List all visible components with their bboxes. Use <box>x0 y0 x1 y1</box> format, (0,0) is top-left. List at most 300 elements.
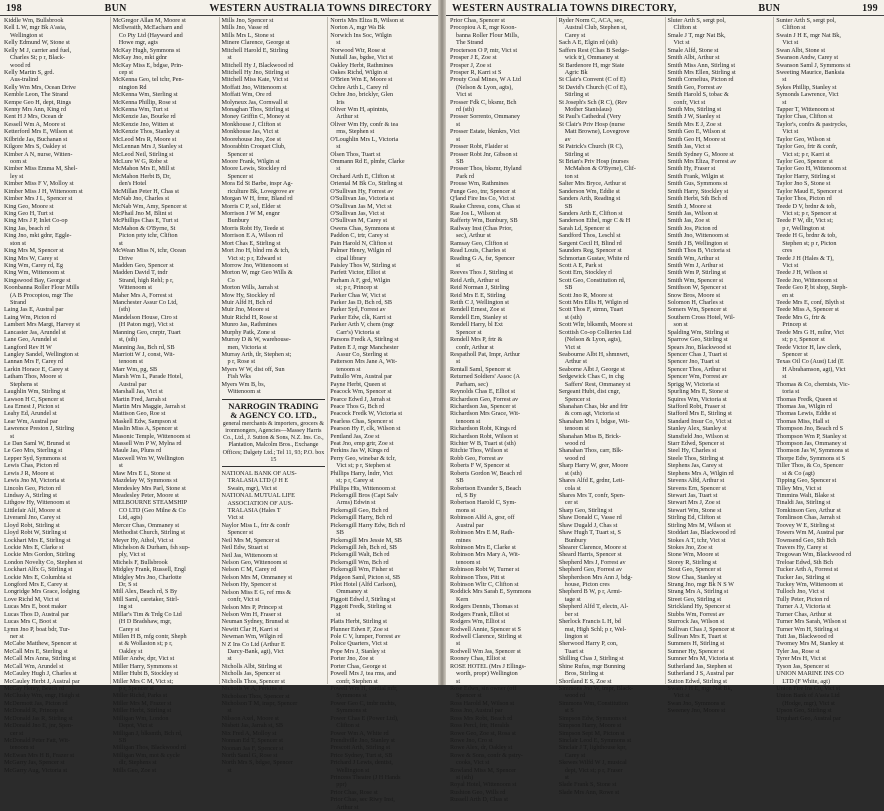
directory-entry: Parker Arth V, chem (mgr <box>330 321 395 329</box>
directory-entry: Mow Hy, Stockley rd <box>221 291 275 299</box>
directory-entry: Simpson Edw, Symmons st <box>558 714 627 722</box>
directory-entry: Morris C P, sol, Elder st <box>221 202 281 210</box>
directory-entry-continuation: Dr, S st <box>118 581 138 589</box>
directory-entry: Sinclair Leod E, Symmons st <box>558 736 632 744</box>
directory-entry: Scott Jno R, Moore st <box>558 291 613 299</box>
directory-entry: Symonds Lawrence, Vict <box>776 91 839 99</box>
directory-entry: McCabe Matthew, Spencer st <box>4 640 77 648</box>
directory-entry-continuation: Stirling st <box>564 150 589 158</box>
directory-entry: Thomas Miss, Hall st <box>776 417 830 425</box>
directory-entry: Union Fire Ins Co, Vict st <box>776 684 841 692</box>
directory-entry: Nicholls Thos, Spencer st <box>221 677 285 685</box>
directory-entry: Powell Mrs J, tea rms, and <box>330 670 397 678</box>
directory-entry: Swan Jno, Symmons st <box>667 699 725 707</box>
directory-entry: Price Sydney, Turt st, SB <box>330 751 393 759</box>
directory-entry: Thorpe Edw, Symmons st S <box>776 454 846 462</box>
directory-entry-continuation: Princep st <box>782 321 807 329</box>
directory-entry: Shortland E S, Zoe st <box>558 677 612 685</box>
directory-entry: Saffers Rest (Chas B Sedge- <box>558 46 630 54</box>
directory-entry-continuation: ppr) <box>336 781 347 789</box>
directory-entry-continuation: tenoom st <box>118 358 143 366</box>
directory-entry: Kimber A N, nurse, Witten- <box>4 150 73 158</box>
directory-entry: Sutton Edwd, Stirling st <box>667 677 727 685</box>
directory-entry: Kimber Miss F V, Molloy st <box>4 180 74 188</box>
directory-entry: Nicholson T M, inspr, Spencer <box>221 700 298 707</box>
directory-entry: Parker Edw, clk, Karri st <box>330 313 392 321</box>
directory-entry: Kent H J Mrs, Ocean dr <box>4 113 64 121</box>
directory-entry: Nelson Mrs M, Ommaney st <box>221 573 293 581</box>
directory-entry: McKenna Phillip, Rose st <box>112 98 177 106</box>
directory-entry: Timmins Walt, Blake st <box>776 492 835 499</box>
directory-entry: Thomas Fredk, Queen st <box>776 395 838 403</box>
directory-entry: Kimber Miss J H, Wittenoom st <box>4 187 83 195</box>
directory-entry-continuation: en st <box>782 291 794 299</box>
directory-entry-continuation: cep st <box>118 68 134 76</box>
directory-entry: Laing Jas E, Austral par <box>4 306 64 314</box>
directory-entry: Rodwell Wm Jas, Spencer st <box>450 647 521 655</box>
directory-entry-continuation: Assur Co, Sterling st <box>336 350 388 358</box>
directory-entry: Smith Wm, Arthur st <box>667 254 720 262</box>
directory-entry: Simpson Sept M, Picton st <box>558 729 625 737</box>
directory-entry: Reith C J, Wellington st <box>450 299 510 307</box>
directory-entry: Smith Jas, Zoe st <box>667 217 710 225</box>
directory-entry: Miller Harry, Symmons st <box>112 662 178 670</box>
directory-entry-continuation: den's Hotel <box>118 180 147 188</box>
directory-entry-continuation: st; p r, Princep st <box>336 284 378 292</box>
directory-entry-continuation: SB <box>456 477 464 485</box>
directory-entry: O'Sullivan Jas, Vict st <box>330 209 385 217</box>
directory-entry: Prouty Coal Mines, W A Ltd <box>450 76 521 84</box>
directory-entry: Sanders Arth, Reading st <box>558 195 621 203</box>
directory-entry: Taylor Chas, Clifton st <box>776 113 833 121</box>
directory-entry-continuation: wick tr), Ommaney st <box>564 54 619 62</box>
directory-entry: McDonald Peter Fatt, Wit- <box>4 736 70 744</box>
directory-entry-continuation: Parham, sec) <box>456 380 488 388</box>
directory-entry: Reynolds Chas E, Elliot st <box>450 388 516 396</box>
directory-entry: Thompson Jas, Ommaney st <box>776 440 847 448</box>
directory-entry: Kempe Geo H, dept, Rings <box>4 98 72 106</box>
directory-entry: Lepper Syd, Symmons st <box>4 454 67 462</box>
directory-entry: Mattison Geo, Roe st <box>112 410 166 418</box>
right-page <box>446 0 884 804</box>
directory-entry: Smith Geo E, Wilson st <box>667 128 726 136</box>
directory-entry: Powell Wm H, cordial mfr, <box>330 684 398 692</box>
directory-entry: Reid Mrs E E, Stirling <box>450 291 506 299</box>
directory-entry: Oriental M Bk Co, Stirling st <box>330 180 403 188</box>
directory-entry: Stokes A T, tchr, Vict st <box>667 536 726 544</box>
directory-entry: Parfett Victor, Elliot st <box>330 269 386 277</box>
directory-entry: McLeod Mrs R, Moore st <box>112 135 177 143</box>
directory-entry-continuation: mst, High Schl; p r, Wel- <box>564 625 627 633</box>
directory-entry: Stephens Jas, Carey st <box>667 462 723 470</box>
directory-entry-continuation: Spencer st <box>456 692 482 700</box>
directory-entry-continuation: lington st <box>564 633 588 641</box>
directory-entry: Swan Albt, Stone st <box>776 46 826 54</box>
directory-entry: Mazdelay W, Symmons st <box>112 477 178 485</box>
directory-entry: Paddon C, trtr, Carey st <box>330 232 389 240</box>
advertisement-body: general merchants & importers, grocers & ironmongers, Agencies—Massey Harris Co., Ltd., J. Sutton & Sons, N.Z. Ins. Co., Plantation, Malcolm Bros., Exchange Offices; Dalgety Ltd.; Tel 11, 93; P.O. box 15 <box>222 420 325 463</box>
directory-entry: Owens Chas, Symmons st <box>330 224 395 232</box>
directory-entry: Shepherd Alfd T, electn, Al- <box>558 603 629 611</box>
directory-entry: Teede J H, Wilson st <box>776 269 828 277</box>
directory-entry: Prosper J, Zoe st <box>450 61 492 69</box>
directory-entry: O'Sullivan Jas M, Vict st <box>330 202 392 210</box>
directory-entry-continuation: Fish Wks <box>227 373 251 381</box>
directory-entry: Miller Mrs M, Frazer st <box>112 699 172 707</box>
directory-entry: Southern Cross Hotel, Wil- <box>667 313 735 321</box>
directory-entry: Rowe & Sons, confr & pstry- <box>450 751 523 759</box>
directory-entry: Miller Richd, Parks st <box>112 692 168 700</box>
directory-entry: McCauley Hugh J, Charles st <box>4 670 77 678</box>
directory-entry-continuation: Vict st; p r, Karri st <box>782 150 830 158</box>
directory-entry: O'Sullivan Jas, Victoria st <box>330 195 395 203</box>
directory-entry: Shepherd B W, p r, Armi- <box>558 588 622 596</box>
directory-entry: Meadesley Peter, Moore st <box>112 492 179 499</box>
directory-entry: Sweeney Jno, Moore st <box>667 707 726 715</box>
directory-entry: Tapper T, Wittenoom st <box>776 106 835 114</box>
directory-entry: Scottish Co-op Collieries Ltd <box>558 328 632 336</box>
directory-entry: Nonnan Ed T, Spencer st <box>221 737 283 745</box>
directory-entry: Phillips Harry, lndrr, Vict <box>330 469 393 477</box>
directory-entry: Pickersgill Bros (Capt Salv <box>330 492 398 499</box>
directory-entry: Richardson Robt, Wilson st <box>450 432 519 440</box>
directory-entry: Shares Mrs T, confr, Spen- <box>558 492 625 499</box>
right-column-2 <box>557 17 666 796</box>
directory-entry: Morrison E A, Wilson rd <box>221 232 283 240</box>
directory-entry: Martin Mrs Maggie, Jarrah st <box>112 402 186 410</box>
directory-entry-continuation: rms, Stephen st <box>336 128 375 136</box>
directory-entry: Robinson Alfd A, grsr, off <box>450 514 515 522</box>
directory-entry-continuation: Spencer st <box>227 529 254 537</box>
directory-entry: Reeves Thos J, Stirling st <box>450 269 513 277</box>
directory-entry: Molyneux Jas, Cornwall st <box>221 98 288 106</box>
directory-entry-continuation: st <box>456 135 461 143</box>
directory-entry-continuation: Mother Stanislaus) <box>564 106 612 114</box>
directory-entry: Prendiville Jno, Stanley st <box>330 736 395 744</box>
left-column-2 <box>111 17 220 774</box>
directory-entry-continuation: Clifton st <box>336 722 360 730</box>
directory-entry: Oakes Richd, Wilgin st <box>330 68 388 76</box>
directory-entry: Pidgeon Saml, Picton st, SB <box>330 573 401 581</box>
directory-entry-continuation: st & Co (agt) <box>782 469 815 477</box>
directory-entry: McPhillips Chas E, Turt st <box>112 217 179 225</box>
directory-entry: Shanahan Chas, bkr and frtr <box>558 402 628 410</box>
directory-entry: Marriott W J, const, Wit- <box>112 350 175 358</box>
directory-entry-continuation: Kern <box>456 595 469 603</box>
directory-entry: Smith Jas, Wilson st <box>667 209 718 217</box>
directory-entry-continuation: sec), Arthur st <box>456 232 491 240</box>
directory-entry: Lea Ernest J, Picton st <box>4 402 60 410</box>
book-gutter <box>438 0 446 685</box>
directory-entry: Mandelson House, Ciro st <box>112 313 178 321</box>
directory-entry-continuation: Co <box>227 276 235 284</box>
directory-entry: Le Geo Mrs, Sterling st <box>4 447 63 455</box>
directory-entry: Shaw Dugald J, Chas st <box>558 521 618 529</box>
directory-entry: Richardson Jas, Spencer st <box>450 402 516 410</box>
directory-entry: Piggott Edwd J, Stirling st <box>330 595 396 603</box>
right-page-code: BUN <box>758 2 781 14</box>
directory-entry: King Wm, Carey rd, Eg <box>4 261 63 269</box>
directory-entry: Standard Insur Co, Vict st <box>667 417 732 425</box>
directory-entry: Kilgore Mrs S, Oakley st <box>4 143 67 151</box>
directory-entry: Littlefair Alf, Moore st <box>4 506 61 514</box>
directory-entry: Kell L W, mgr Bk A'asia, <box>4 24 67 32</box>
directory-entry: Swain J H E, mgr Nat Bk, <box>776 31 841 39</box>
directory-entry-continuation: Iris <box>336 98 345 106</box>
directory-entry: Ommann Rd E, plmbr, Clarke <box>330 158 405 166</box>
directory-entry-continuation: Stephens st <box>10 380 39 388</box>
directory-entry: Rowe Alex, dr, Oakley st <box>450 744 513 752</box>
directory-entry: Mill Alex, Beach rd, S By <box>112 588 178 596</box>
directory-entry-continuation: cer st <box>564 499 578 507</box>
directory-entry-continuation: Picton prty tchr, Clifton <box>118 232 178 240</box>
directory-entry: Spencer Jno, Tuart st <box>667 358 720 366</box>
directory-entry-continuation: st <box>227 54 232 62</box>
directory-entry: Moorehouse Jno, Zoe st <box>221 135 281 143</box>
directory-entry: Kelly M J, carrier and fuel, <box>4 46 72 54</box>
directory-entry-continuation: Strand <box>10 299 27 307</box>
directory-entry: Pickersgill Harry, Bch rd <box>330 514 393 522</box>
directory-entry-continuation: Co Pty Ltd (Hayward and <box>118 31 183 39</box>
directory-entry: Sweeting Maurice, Banksia <box>776 68 845 76</box>
directory-entry: Sutherland Jas, Stephen st <box>667 662 733 670</box>
directory-entry: St Patrick's Church (R C), <box>558 143 624 151</box>
directory-entry: Oliver Wm Hy, confr & tea <box>330 120 399 128</box>
directory-entry: King Jno, mkt gdnr, Eggle- <box>4 232 72 240</box>
directory-entry: Sherwood Harry P, con, <box>558 640 618 648</box>
directory-entry-continuation: H Abrahamson, agt), Vict <box>782 365 846 373</box>
directory-entry-continuation: Vict st; p r, Edward st <box>227 254 282 262</box>
right-page-columns <box>446 16 884 804</box>
directory-entry: Pearce Edwd J, Jarrah st <box>330 395 391 403</box>
left-page-title: WESTERN AUSTRALIA TOWNS DIRECTORY <box>209 2 432 14</box>
directory-entry: Stephens Mrs A, Wilgin rd <box>667 469 734 477</box>
directory-entry-continuation: Stephen st; p r, Picton <box>782 239 837 247</box>
directory-entry: Stafford Robt, Fraser st <box>667 402 726 410</box>
directory-entry-continuation: Tuart st <box>564 647 584 655</box>
directory-entry-continuation: dept, Vict st; p r, Fraser <box>564 766 623 774</box>
directory-entry: Reid Arth, Arthur st <box>450 276 500 284</box>
directory-entry: Sedgewick Chas C, in chg <box>558 373 624 381</box>
directory-entry-continuation: st & Wollaston st; p r, <box>118 640 173 648</box>
directory-entry: Richter W B, Tuart st (sth) <box>450 440 516 448</box>
directory-entry: Minere Clarence, George st <box>221 39 290 47</box>
directory-entry: Robinson Robt W, Turner st <box>450 566 520 574</box>
directory-entry: Slade Mrs Ann, Rowe st <box>558 788 620 796</box>
directory-entry-continuation: wood rd <box>564 440 586 448</box>
directory-entry: Prosser Robt, Flaider st <box>450 143 509 151</box>
directory-entry: Sumner Hy, Spencer st <box>667 647 725 655</box>
directory-entry: Simmons Jno W, tmpr, Black- <box>558 684 634 692</box>
directory-entry: Procterson O P, mtr, Vict st <box>450 46 518 54</box>
directory-entry: Milligan J, blksmth, Bch rd, <box>112 729 183 737</box>
directory-entry: Manning Geo, cnrptr, Tuart <box>112 328 181 336</box>
directory-entry-continuation: st <box>336 165 341 173</box>
directory-entry: McKenzie Thos, Stanley st <box>112 128 180 136</box>
directory-entry: Nicholson Thos, Spencer st <box>221 692 290 700</box>
directory-entry: Richardson Mrs Grace, Wit- <box>450 410 521 418</box>
directory-entry: Midgley Frank, Russell, Engl <box>112 566 186 574</box>
directory-entry: Returned Soldiers' Assoc (A <box>450 373 521 381</box>
directory-entry: Stafford Mrs E, Stirling st <box>667 410 732 418</box>
directory-entry: UNION MARINE INS CO <box>776 670 844 678</box>
directory-entry-continuation: wood rd <box>564 692 586 700</box>
directory-entry: Swain J H E, mgr Nat Bk, <box>667 684 733 692</box>
directory-entry: Tucker Jas, Stirling st <box>776 573 830 581</box>
directory-entry: Spencer Wm, Forrest av <box>667 373 728 381</box>
directory-entry: Murphy Patk, Zone st <box>221 328 276 336</box>
directory-entry-continuation: Arms) Edwin st <box>336 499 376 507</box>
directory-entry: Parsons Fredk A, Stirling st <box>330 336 399 344</box>
directory-entry-continuation: cola st <box>564 484 581 492</box>
directory-entry: Smith J, Moore st <box>667 202 712 210</box>
directory-entry: Orchard Arth E, Clifton st <box>330 172 395 180</box>
directory-entry: Prosser Sorrento, Ommaney <box>450 113 520 121</box>
directory-entry: Mitchell Hy Jno, Stirling st <box>221 68 290 76</box>
directory-entry: Thomas & Co, chemists, Vic- <box>776 380 850 388</box>
directory-entry: Laing Wm, Picton rd <box>4 313 57 321</box>
directory-entry: Thompson Jno, Beach rd S <box>776 425 844 433</box>
directory-entry: Parker Chas W, Vict st <box>330 291 386 299</box>
directory-entry: McCauley Herbt J, Austral par <box>4 677 80 685</box>
directory-entry: Taylor Geo H, Wittenoom st <box>776 165 847 173</box>
directory-entry: Rodwell Clarence, Stirling st <box>450 633 522 641</box>
directory-entry: Nelson Mrs P, Princep st <box>221 603 283 611</box>
directory-entry: Towers Wm M, Austral par <box>776 529 844 537</box>
directory-entry: Moffatt Jno, Wittenoom st <box>221 83 287 91</box>
directory-entry: Palmer Henry, Wilgin rd <box>330 247 392 255</box>
directory-entry: Morris Robt Hy, Teede st <box>221 224 284 232</box>
directory-entry: Smith Wm P, Stirling st <box>667 269 727 277</box>
directory-entry: McIlwraith, McEacharn and <box>112 24 183 32</box>
directory-entry: Mort Jno H, blnd rm & tch, <box>221 247 290 255</box>
directory-entry: Peacock Wm, Spencer st <box>330 388 392 396</box>
directory-entry-continuation: rd, S By <box>456 492 477 499</box>
directory-entry-continuation: wood rd <box>564 454 586 462</box>
directory-entry: Rendell Harry, bl Ext <box>450 321 503 329</box>
directory-entry: Teede Mrs G H, milnr, Vict <box>776 328 844 336</box>
directory-entry: Nisbett Jas, Jarrah st, SB <box>221 722 284 730</box>
directory-entry: Reading G A, fsr, Spencer <box>450 254 515 262</box>
directory-entry-continuation: Ltd, agts) <box>118 514 143 522</box>
directory-entry: Shilling Chas J, Stirling st <box>558 655 624 663</box>
directory-entry: Monkhouse J, Clifton st <box>221 120 281 128</box>
directory-entry: Tucker Arth A, Forrest st <box>776 566 839 574</box>
directory-entry: McKenna Geo, tel tchr, Pen- <box>112 76 184 84</box>
directory-entry: Shanahan Miss B, Brick- <box>558 432 621 440</box>
directory-entry: St Paul's Cathedral (Very <box>558 113 621 121</box>
directory-entry: Mills Mrs L, Stone st <box>221 31 275 39</box>
directory-entry: Marshall Jas, Vict st <box>112 388 163 396</box>
directory-entry: Mort Chas E, Stirling st <box>221 239 281 247</box>
directory-entry: Pole C V, lumper, Forrest av <box>330 633 401 641</box>
directory-entry: McCall Mrs E, Sterling st <box>4 647 68 655</box>
directory-entry-continuation: st <box>456 120 461 128</box>
directory-entry: Larkin Horace E, Carey st <box>4 365 69 373</box>
directory-entry: Morrow Jno, Wittenoom st <box>221 261 289 269</box>
directory-entry: Smith Wm J, Arthur st <box>667 261 724 269</box>
directory-entry: Turner Chas, Arthur st <box>776 610 832 618</box>
directory-entry: Norwood Wtr, Rose st <box>330 46 386 54</box>
directory-entry: Robinson Wltr C, Clifton st <box>450 581 519 589</box>
directory-entry: Punge Geo, tnr, Spencer st <box>450 187 516 195</box>
directory-entry: Spurling Mrs E, Stone st <box>667 388 729 396</box>
directory-entry: Michelson & Durham, fsh sup- <box>112 543 190 551</box>
directory-entry-continuation: SB <box>564 284 573 292</box>
directory-entry-continuation: st <box>782 373 787 381</box>
directory-entry: King Mrs M, Spencer st <box>4 247 64 255</box>
directory-entry-continuation: mines <box>456 536 471 544</box>
directory-entry: Spears Jno, Blackwood st <box>667 343 732 351</box>
directory-entry: Oliver Wm H, apintnts, <box>330 106 389 114</box>
directory-entry: Treloar Edwd, Sth Bch <box>776 558 834 566</box>
directory-entry-continuation: Vict st; p r, Spencer st <box>782 209 837 217</box>
directory-entry: Shanahan Thos, carr, Blk- <box>558 447 624 455</box>
directory-entry: Shepherd Geo, Forrest av <box>558 566 622 574</box>
directory-entry: Stone Wm, Moore st <box>667 551 719 559</box>
directory-entry: Steele Thos, Stirling st <box>667 454 724 462</box>
directory-entry: O'Loughlin Mrs L, Victoria <box>330 135 399 143</box>
directory-entry: Rendell Ern, Stanley st <box>450 313 508 321</box>
directory-entry-continuation: st <box>456 640 461 648</box>
directory-entry: Money Griffin C, Money st <box>221 113 290 121</box>
directory-entry: Naylor Miss L, frtr & confr <box>221 521 290 529</box>
directory-entry-continuation: (H Paton mgr), Vict st <box>118 321 174 329</box>
directory-entry: Nicholls Jas, Spencer st <box>221 670 281 678</box>
directory-entry: Shine Rufus, mgr Bunning <box>558 662 626 670</box>
directory-entry: Monkhouse Jas, Vict st <box>221 128 279 136</box>
directory-entry-continuation: Swain, mgr), Vict st <box>227 484 278 492</box>
directory-entry: Morton Wills, Jarrah st <box>221 284 279 292</box>
directory-entry: Shepherdson Mrs Ann J, bdg- <box>558 573 633 581</box>
directory-entry: Lockie Mrs E, Columbia st <box>4 573 72 581</box>
directory-entry: Shaw Donald C, Vasse rd <box>558 514 622 522</box>
directory-entry: Rowe Jno, Cro st <box>450 736 493 744</box>
directory-entry: Muir Jno, Moore st <box>221 306 270 314</box>
directory-entry: Maxwell Wm W, Wellington <box>112 454 184 462</box>
directory-entry: Kimber Miss Emma M, Shel- <box>4 165 78 173</box>
directory-entry: Pearson Hy F, clk, Wilson st <box>330 425 401 433</box>
directory-entry: Smith Mrs Eliza, Forrest av <box>667 158 737 166</box>
directory-entry: Nelson Wm H, Fraser st <box>221 610 282 618</box>
directory-entry: Myers W W, dist off, Sun <box>221 365 285 373</box>
directory-entry: Kiddle Wm, Bullsbrook <box>4 17 64 24</box>
directory-entry: Pain Harold N, Clifton st <box>330 239 393 247</box>
directory-entry: Platts Herbt, Stirling st <box>330 618 387 626</box>
directory-entry-continuation: st <box>456 261 461 269</box>
directory-entry: Kelly Edmund W, Stone st <box>4 39 70 47</box>
directory-entry: Sarah Ld, Spencer st <box>558 224 610 232</box>
directory-entry-continuation: st <box>227 766 232 774</box>
directory-entry: Pentland Jas, Zoe st <box>330 432 380 440</box>
directory-entry: Ross Jno, Austral par <box>450 707 503 715</box>
directory-entry: Murray D & W, warehouse- <box>221 336 291 344</box>
directory-entry: Tyson Jas, Spencer st <box>776 662 830 670</box>
directory-entry: Rodgers Dennis, Thomas st <box>450 603 519 611</box>
directory-entry: Power Geo C, tmbr mchts, <box>330 699 397 707</box>
directory-entry: King Wm, Wittenoom st <box>4 269 65 277</box>
directory-entry: Patterson Mrs Jane A, Wit- <box>330 358 398 366</box>
directory-entry: Millar's Tim & Trdg Co Ltd <box>112 610 182 618</box>
directory-entry: McKenna Wm, Turt st <box>112 106 169 114</box>
directory-entry: Smale J T, mgr Nat Bk, <box>667 31 726 39</box>
directory-entry: Nelson C M, Carey rd <box>221 566 277 574</box>
directory-entry: Leahy Ed, Arundel st <box>4 410 57 418</box>
directory-entry-continuation: tenoom st <box>10 744 35 752</box>
directory-entry: Prosser Estate, bkmkrs, Vict <box>450 128 520 136</box>
directory-entry: Lawrence Preston J, Stirling <box>4 425 75 433</box>
directory-entry: Lockie Mrs E, Clarke st <box>4 543 64 551</box>
